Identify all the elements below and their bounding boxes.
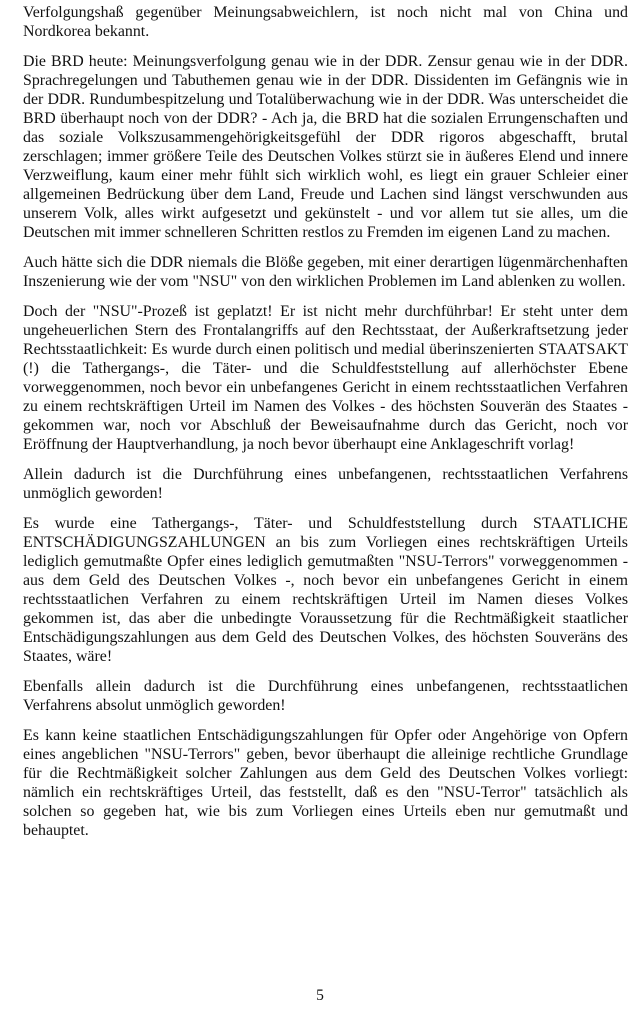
paragraph-2: Die BRD heute: Meinungsverfolgung genau wie in der DDR. Zensur genau wie in der DDR. Sprachregelungen und Tabuthemen genau wie in der DDR. Dissidenten im Gefängnis wie in der DDR. Rundumbespitzelung und Totalüberwachung wie in der DDR. Was unterscheidet die BRD überhaupt noch von der DDR? - Ach ja, die BRD hat die sozialen Errungenschaften und das soziale Volkszusammengehörigkeitsgefühl der DDR rigoros abgeschafft, brutal zerschlagen; immer größere Teile des Deutschen Volkes stürzt sie in äußeres Elend und innere Verzweiflung, kaum einer mehr fühlt sich wirklich wohl, es liegt ein grauer Schleier einer allgemeinen Bedrückung über dem Land, Freude und Lachen sind längst verschwunden aus unserem Volk, alles wirkt aufgesetzt und gekünstelt - und vor allem tut sie alles, um die Deutschen mit immer schnelleren Schritten restlos zu Fremden im eigenen Land zu machen. <box>23 53 628 241</box>
page-number: 5 <box>316 987 324 1004</box>
paragraph-7: Ebenfalls allein dadurch ist die Durchführung eines unbefangenen, rechtsstaatlichen Verfahrens absolut unmöglich geworden! <box>23 678 628 714</box>
paragraph-5: Allein dadurch ist die Durchführung eines unbefangenen, rechtsstaatlichen Verfahrens unmöglich geworden! <box>23 466 628 502</box>
paragraph-1: Verfolgungshaß gegenüber Meinungsabweichlern, ist noch nicht mal von China und Nordkorea bekannt. <box>23 4 628 40</box>
paragraph-8: Es kann keine staatlichen Entschädigungszahlungen für Opfer oder Angehörige von Opfern eines angeblichen "NSU-Terrors" geben, bevor überhaupt die alleinige rechtliche Grundlage für die Rechtmäßigkeit solcher Zahlungen aus dem Geld des Deutschen Volkes vorliegt: nämlich ein rechtskräftiges Urteil, das feststellt, daß es den "NSU-Terror" tatsächlich als solchen so gegeben hat, wie bis zum Vorliegen eines Urteils eben nur gemutmaßt und behauptet. <box>23 727 628 839</box>
paragraph-6: Es wurde eine Tathergangs-, Täter- und Schuldfeststellung durch STAATLICHE ENTSCHÄDIGUNGSZAHLUNGEN an bis zum Vorliegen eines rechtskräftigen Urteils lediglich gemutmaßte Opfer eines lediglich gemutmaßten "NSU-Terrors" vorweggenommen - aus dem Geld des Deutschen Volkes -, noch bevor ein unbefangenes Gericht in einem rechtsstaatlichen Verfahren zu einem rechtskräftigen Urteil im Namen dieses Volkes gekommen ist, das aber die unbedingte Voraussetzung für die Rechtmäßigkeit staatlicher Entschädigungszahlungen aus dem Geld des Deutschen Volkes, des höchsten Souveräns des Staates, wäre! <box>23 515 628 665</box>
paragraph-3: Auch hätte sich die DDR niemals die Blöße gegeben, mit einer derartigen lügenmärchenhaften Inszenierung wie der vom "NSU" von den wirklichen Problemen im Land ablenken zu wollen. <box>23 254 628 290</box>
paragraph-4: Doch der "NSU"-Prozeß ist geplatzt! Er ist nicht mehr durchführbar! Er steht unter dem ungeheuerlichen Stern des Frontalangriffs auf den Rechtsstaat, der Außerkraftsetzung jeder Rechtsstaatlichkeit: Es wurde durch einen politisch und medial überinszenierten STAATSAKT (!) die Tathergangs-, die Täter- und die Schuldfeststellung auf allerhöchster Ebene vorweggenommen, noch bevor ein unbefangenes Gericht in einem rechtsstaatlichen Verfahren zu einem rechtskräftigen Urteil im Namen des Volkes - des höchsten Souverän des Staates - gekommen war, noch vor Abschluß der Beweisaufnahme durch das Gericht, noch vor Eröffnung der Hauptverhandlung, ja noch bevor überhaupt eine Anklageschrift vorlag! <box>23 303 628 453</box>
